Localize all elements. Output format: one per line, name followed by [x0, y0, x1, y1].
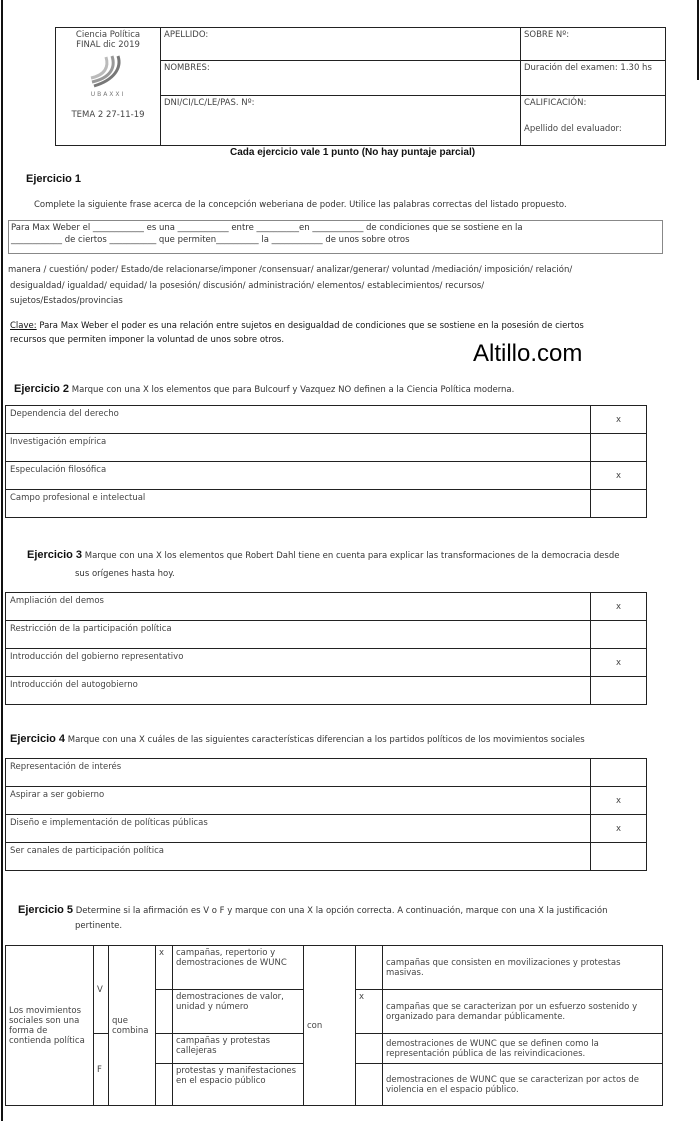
table-row	[6, 593, 647, 621]
ej3-table	[5, 592, 647, 705]
course-cell	[56, 28, 161, 146]
duracion: Duración del examen: 1.30 hs	[521, 61, 666, 96]
fill-line-2: ____________ de ciertos ___________ que permiten__________ la ____________ de unos sobre otros	[11, 235, 410, 245]
justification-mark[interactable]	[356, 946, 383, 990]
ej2-heading	[14, 383, 514, 395]
nombres-field[interactable]: NOMBRES:	[161, 61, 521, 96]
mark-cell[interactable]: x	[591, 593, 647, 621]
table-row	[6, 621, 647, 649]
mark-cell[interactable]	[591, 621, 647, 649]
mark-cell[interactable]: x	[591, 406, 647, 434]
word-list-2: desigualdad/ igualdad/ equidad/ la posesión/ discusión/ administración/ elementos/ establecimientos/ recursos/	[10, 281, 485, 291]
table-row	[6, 462, 647, 490]
option-mark[interactable]	[156, 1064, 173, 1106]
logo-text: UBAXXI	[90, 91, 126, 98]
scoring-note: Cada ejercicio vale 1 punto (No hay puntaje parcial)	[230, 147, 476, 158]
row-label: Ampliación del demos	[6, 593, 591, 621]
justification-mark[interactable]	[356, 1064, 383, 1106]
row-label: Restricción de la participación política	[6, 621, 591, 649]
justification-mark[interactable]	[356, 1034, 383, 1064]
justification-text: campañas que consisten en movilizaciones y protestas masivas.	[383, 946, 663, 990]
justification-text: demostraciones de WUNC que se definen como la representación pública de las reivindicaciones.	[383, 1034, 663, 1064]
option-mark[interactable]: x	[156, 946, 173, 990]
option-f[interactable]: F	[94, 1034, 109, 1106]
option-text: campañas, repertorio y demostraciones de WUNC	[173, 946, 304, 990]
row-label: Introducción del gobierno representativo	[6, 649, 591, 677]
table-row	[6, 434, 647, 462]
ej2-title: Ejercicio 2	[14, 383, 70, 395]
ej3-instruction: Marque con una X los elementos que Robert Dahl tiene en cuenta para explicar las transformaciones de la democracia desde	[82, 551, 620, 561]
row-label: Representación de interés	[6, 759, 591, 787]
calificacion-label: CALIFICACIÓN:	[524, 98, 587, 108]
dni-field[interactable]: DNI/CI/LC/LE/PAS. Nº:	[161, 96, 521, 146]
mark-cell[interactable]	[591, 677, 647, 705]
sobre-field[interactable]: SOBRE Nº:	[521, 28, 666, 61]
ej4-table	[5, 758, 647, 871]
ej5-heading	[18, 904, 607, 916]
clave-line-2: recursos que permiten imponer la voluntad de unos sobre otros.	[10, 335, 285, 345]
ej2-table	[5, 405, 647, 518]
option-text: demostraciones de valor, unidad y número	[173, 990, 304, 1034]
watermark: Altillo.com	[473, 340, 583, 367]
option-text: campañas y protestas callejeras	[173, 1034, 304, 1064]
row-label: Introducción del autogobierno	[6, 677, 591, 705]
mark-cell[interactable]: x	[591, 649, 647, 677]
apellido-field[interactable]: APELLIDO:	[161, 28, 521, 61]
ej3-heading	[27, 549, 619, 561]
row-label: Diseño e implementación de políticas públicas	[6, 815, 591, 843]
table-row	[6, 490, 647, 518]
word-list-1: manera / cuestión/ poder/ Estado/de relacionarse/imponer /consensuar/ analizar/generar/ voluntad /mediación/ imposición/ relación/	[8, 265, 573, 275]
ej1-instruction: Complete la siguiente frase acerca de la concepción weberiana de poder. Utilice las palabras correctas del listado propuesto.	[34, 200, 567, 210]
word-list-3: sujetos/Estados/provincias	[10, 296, 123, 306]
row-label: Ser canales de participación política	[6, 843, 591, 871]
subject: Ciencia Política	[75, 30, 141, 40]
mark-cell[interactable]	[591, 843, 647, 871]
ej3-title: Ejercicio 3	[27, 549, 83, 561]
combina: que combina	[109, 946, 156, 1106]
clave-text: Para Max Weber el poder es una relación entre sujetos en desigualdad de condiciones que se sostiene en la posesión de ciertos	[36, 321, 584, 331]
header-table	[55, 27, 666, 146]
row-label: Aspirar a ser gobierno	[6, 787, 591, 815]
statement: Los movimientos sociales son una forma de contienda política	[6, 946, 94, 1106]
justification-mark[interactable]: x	[356, 990, 383, 1034]
table-row	[6, 787, 647, 815]
clave-label: Clave:	[10, 321, 37, 331]
ej5-table	[5, 945, 663, 1106]
justification-text: campañas que se caracterizan por un esfuerzo sostenido y organizado para demandar públicamente.	[383, 990, 663, 1034]
row-label: Campo profesional e intelectual	[6, 490, 591, 518]
con: con	[304, 946, 356, 1106]
clave-line-1	[10, 321, 584, 331]
ej1-title: Ejercicio 1	[26, 173, 82, 185]
option-mark[interactable]	[156, 1034, 173, 1064]
evaluador-label: Apellido del evaluador:	[524, 124, 622, 134]
table-row	[6, 815, 647, 843]
justification-text: demostraciones de WUNC que se caracterizan por actos de violencia en el espacio público.	[383, 1064, 663, 1106]
tema: TEMA 2 27-11-19	[71, 110, 145, 120]
page-edge	[697, 0, 699, 80]
table-row	[6, 843, 647, 871]
ej4-heading	[10, 733, 585, 745]
table-row	[6, 406, 647, 434]
mark-cell[interactable]	[591, 759, 647, 787]
mark-cell[interactable]: x	[591, 787, 647, 815]
row-label: Especulación filosófica	[6, 462, 591, 490]
table-row	[6, 649, 647, 677]
ubaxxi-logo-icon	[88, 54, 128, 88]
page-edge	[1, 0, 3, 1121]
mark-cell[interactable]	[591, 490, 647, 518]
ej5-title: Ejercicio 5	[18, 904, 74, 916]
option-v[interactable]: V	[94, 946, 109, 1034]
ej5-instruction-2: pertinente.	[75, 921, 123, 931]
row-label: Investigación empírica	[6, 434, 591, 462]
mark-cell[interactable]: x	[591, 815, 647, 843]
calificacion-cell	[521, 96, 666, 146]
table-row	[6, 677, 647, 705]
ej2-instruction: Marque con una X los elementos que para Bulcourf y Vazquez NO definen a la Ciencia Política moderna.	[69, 385, 515, 395]
exam: FINAL dic 2019	[76, 40, 140, 50]
row-label: Dependencia del derecho	[6, 406, 591, 434]
table-row	[6, 759, 647, 787]
option-text: protestas y manifestaciones en el espacio público	[173, 1064, 304, 1106]
mark-cell[interactable]	[591, 434, 647, 462]
ej5-instruction: Determine si la afirmación es V o F y marque con una X la opción correcta. A continuación, marque con una X la justificación	[73, 906, 608, 916]
ej3-instruction-2: sus orígenes hasta hoy.	[75, 569, 175, 579]
option-mark[interactable]	[156, 990, 173, 1034]
ej4-title: Ejercicio 4	[10, 733, 66, 745]
fill-line-1: Para Max Weber el ____________ es una ____________ entre __________en ____________ de condiciones que se sostiene en la	[11, 223, 523, 233]
mark-cell[interactable]: x	[591, 462, 647, 490]
ej4-instruction: Marque con una X cuáles de las siguientes características diferencian a los partidos políticos de los movimientos sociales	[65, 735, 585, 745]
fill-box	[8, 220, 663, 254]
